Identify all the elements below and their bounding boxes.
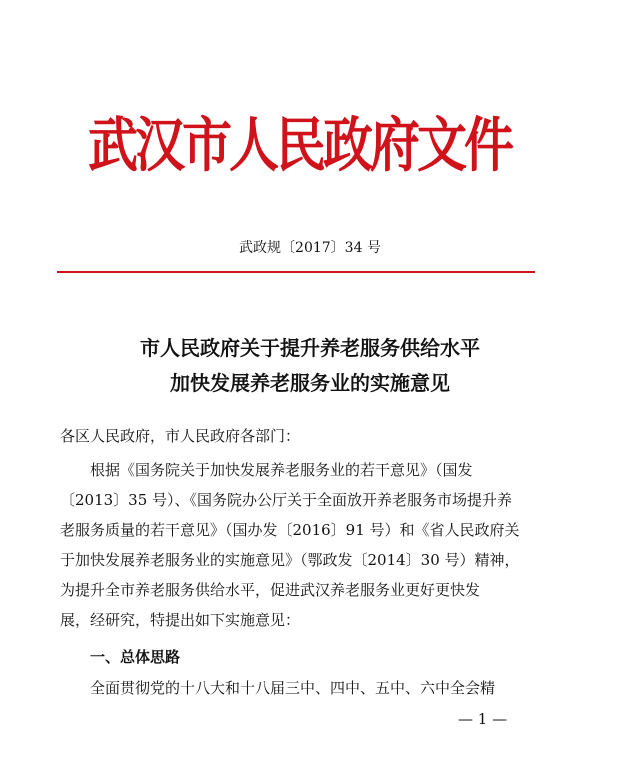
paragraph-line: 老服务质量的若干意见》（国办发〔2016〕91 号）和《省人民政府关 bbox=[60, 521, 520, 539]
paragraph-line: 〔2013〕35 号）、《国务院办公厅关于全面放开养老服务市场提升养 bbox=[60, 491, 513, 509]
paragraph-line: 展，经研究，特提出如下实施意见： bbox=[60, 611, 301, 629]
document-title-line-2: 加快发展养老服务业的实施意见 bbox=[170, 371, 450, 395]
paragraph-line: 根据《国务院关于加快发展养老服务业的若干意见》（国发 bbox=[90, 461, 473, 479]
document-number: 武政规〔2017〕34 号 bbox=[239, 240, 381, 256]
section-first-line: 全面贯彻党的十八大和十八届三中、四中、五中、六中全会精 bbox=[90, 679, 496, 697]
section-heading: 一、总体思路 bbox=[90, 648, 181, 666]
document-title-line-1: 市人民政府关于提升养老服务供给水平 bbox=[140, 336, 480, 360]
paragraph-line: 为提升全市养老服务供给水平，促进武汉养老服务业更好更快发 bbox=[60, 581, 481, 599]
document-masthead: 武汉市人民政府文件 bbox=[88, 111, 511, 180]
red-divider-line bbox=[57, 271, 535, 273]
page-number: — 1 — bbox=[458, 710, 508, 728]
paragraph-line: 于加快发展养老服务业的实施意见》（鄂政发〔2014〕30 号）精神， bbox=[60, 551, 520, 569]
salutation: 各区人民政府，市人民政府各部门： bbox=[60, 427, 301, 445]
